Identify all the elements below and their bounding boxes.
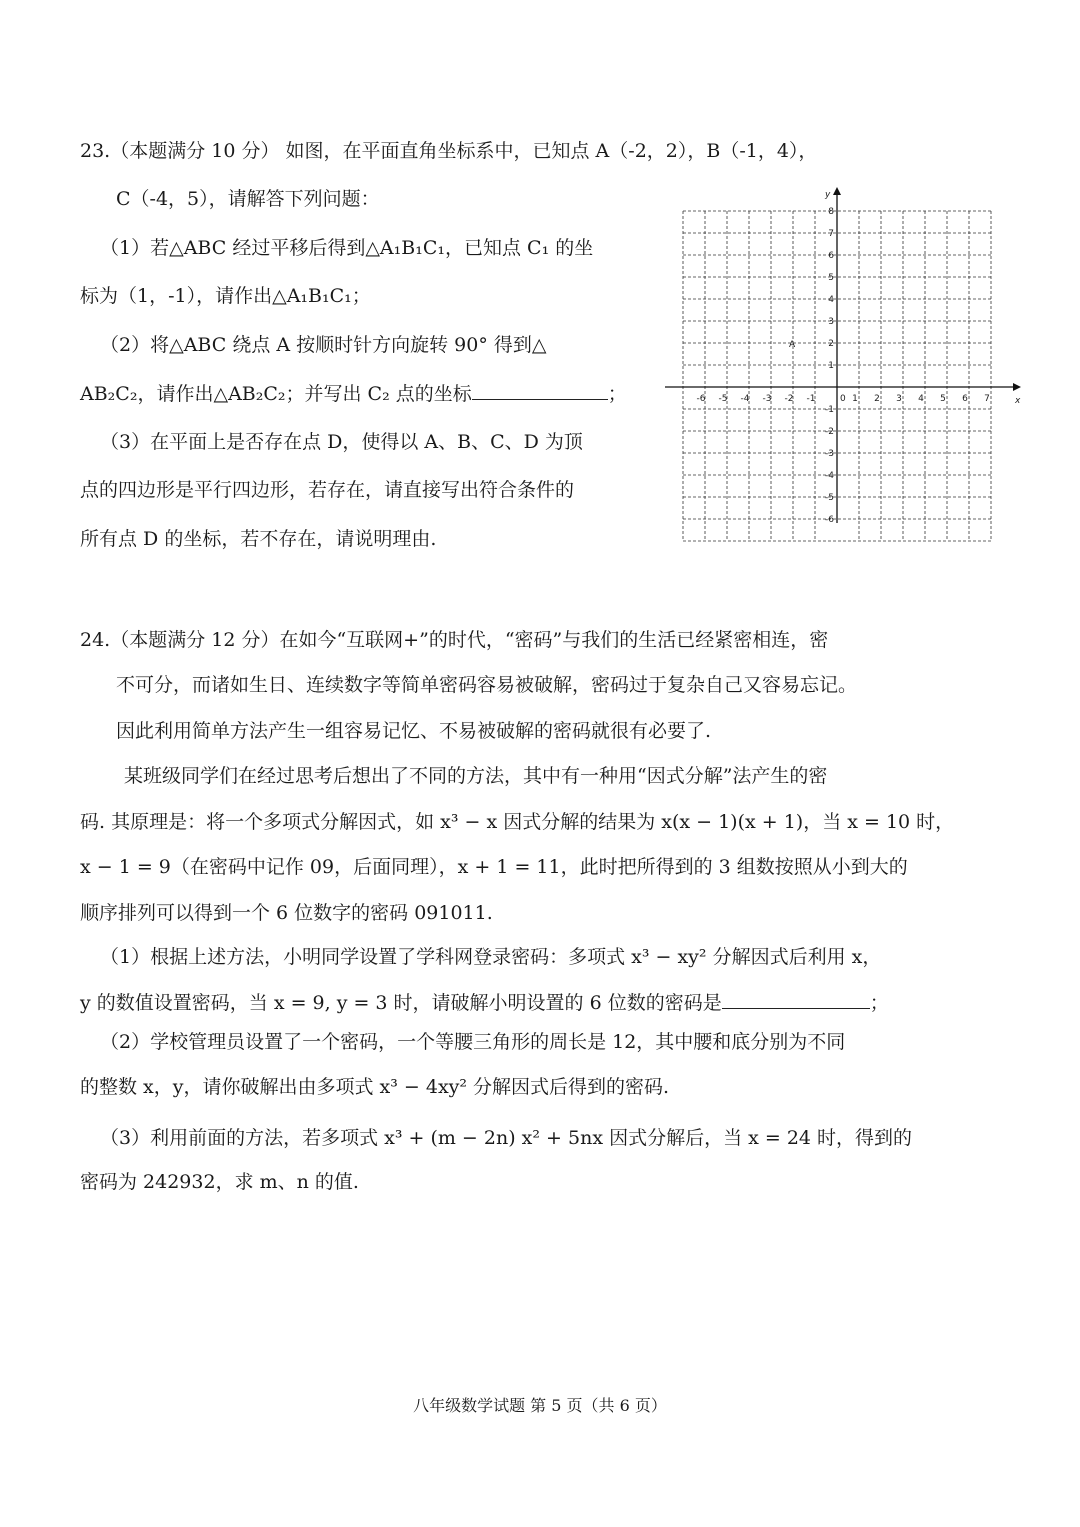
x-axis-arrow bbox=[1013, 383, 1021, 391]
x-tick-label: -5 bbox=[718, 394, 728, 404]
q24-line-10: （2）学校管理员设置了一个密码，一个等腰三角形的周长是 12，其中腰和底分别为不同 bbox=[100, 1031, 846, 1053]
y-tick-label: 4 bbox=[828, 295, 834, 305]
q24-line-12: （3）利用前面的方法，若多项式 x³ + (m − 2n) x² + 5nx 因式分解后，当 x = 24 时，得到的 bbox=[100, 1127, 913, 1149]
q24-line-3: 因此利用简单方法产生一组容易记忆、不易被破解的密码就很有必要了. bbox=[116, 720, 712, 742]
x-tick-label: 7 bbox=[984, 394, 990, 404]
x-tick-label: 3 bbox=[896, 394, 902, 404]
q24-line-1: 24.（本题满分 12 分）在如今“互联网+”的时代，“密码”与我们的生活已经紧密相连，密 bbox=[80, 629, 829, 651]
x-tick-label: -6 bbox=[696, 394, 706, 404]
q23-line-6-end: ； bbox=[607, 383, 627, 405]
q23-line-2: C（-4，5），请解答下列问题： bbox=[116, 188, 380, 210]
q24-line-9-end: ； bbox=[869, 992, 889, 1014]
y-tick-label: -1 bbox=[825, 405, 834, 415]
q24-line-9-text: y 的数值设置密码，当 x = 9, y = 3 时，请破解小明设置的 6 位数的密码是 bbox=[80, 992, 722, 1014]
x-tick-label: 5 bbox=[940, 394, 946, 404]
q23-line-7: （3）在平面上是否存在点 D，使得以 A、B、C、D 为顶 bbox=[100, 431, 583, 453]
q24-line-13: 密码为 242932，求 m、n 的值. bbox=[80, 1171, 359, 1193]
y-tick-label: -6 bbox=[825, 515, 834, 525]
x-tick-label: -4 bbox=[740, 394, 750, 404]
q24-line-6: x − 1 = 9（在密码中记作 09，后面同理），x + 1 = 11，此时把所得到的 3 组数按照从小到大的 bbox=[80, 856, 908, 878]
x-tick-label: -2 bbox=[784, 394, 794, 404]
q23-line-8: 点的四边形是平行四边形，若存在，请直接写出符合条件的 bbox=[80, 479, 575, 501]
q23-line-3: （1）若△ABC 经过平移后得到△A₁B₁C₁，已知点 C₁ 的坐 bbox=[100, 237, 594, 259]
q24-line-9 bbox=[80, 990, 889, 1015]
y-tick-label: 8 bbox=[828, 207, 834, 217]
q23-line-4: 标为（1，-1），请作出△A₁B₁C₁； bbox=[80, 285, 371, 307]
x-tick-label: 4 bbox=[918, 394, 924, 404]
y-axis-label: y bbox=[825, 190, 831, 200]
q24-line-5: 码. 其原理是：将一个多项式分解因式，如 x³ − x 因式分解的结果为 x(x − 1)(x + 1)，当 x = 10 时， bbox=[80, 811, 955, 833]
x-tick-label: 1 bbox=[852, 394, 858, 404]
y-tick-label: 7 bbox=[828, 229, 834, 239]
x-tick-label: -3 bbox=[762, 394, 772, 404]
x-tick-label: 6 bbox=[962, 394, 968, 404]
x-tick-label: -1 bbox=[806, 394, 816, 404]
q24-line-8: （1）根据上述方法，小明同学设置了学科网登录密码：多项式 x³ − xy² 分解因式后利用 x， bbox=[100, 946, 882, 968]
point-a-label: A bbox=[789, 340, 796, 350]
q23-line-5: （2）将△ABC 绕点 A 按顺时针方向旋转 90° 得到△ bbox=[100, 334, 547, 356]
axes bbox=[665, 187, 1021, 523]
q24-line-7: 顺序排列可以得到一个 6 位数字的密码 091011. bbox=[80, 902, 493, 924]
y-tick-label: 2 bbox=[828, 339, 834, 349]
page-footer: 八年级数学试题 第 5 页（共 6 页） bbox=[413, 1396, 667, 1415]
q24-line-2: 不可分，而诸如生日、连续数字等简单密码容易被破解，密码过于复杂自己又容易忘记。 bbox=[116, 674, 858, 696]
q23-line-6 bbox=[80, 381, 627, 406]
q24-line-4: 某班级同学们在经过思考后想出了不同的方法，其中有一种用“因式分解”法产生的密 bbox=[124, 765, 828, 787]
y-tick-label: -5 bbox=[825, 493, 834, 503]
y-tick-label: 3 bbox=[828, 317, 834, 327]
x-tick-label: 2 bbox=[874, 394, 880, 404]
q24-line-11: 的整数 x，y，请你破解出由多项式 x³ − 4xy² 分解因式后得到的密码. bbox=[80, 1076, 670, 1098]
y-tick-label: -2 bbox=[825, 427, 834, 437]
q23-line-6-text: AB₂C₂，请作出△AB₂C₂；并写出 C₂ 点的坐标 bbox=[80, 383, 472, 405]
y-axis-arrow bbox=[833, 187, 841, 195]
q23-line-1: 23.（本题满分 10 分） 如图，在平面直角坐标系中，已知点 A（-2，2），B（-1，4）， bbox=[80, 140, 818, 162]
y-tick-label: -4 bbox=[825, 471, 834, 481]
x-axis-label: x bbox=[1015, 396, 1021, 406]
y-tick-label: 1 bbox=[828, 361, 834, 371]
y-tick-label: -3 bbox=[825, 449, 834, 459]
coordinate-grid bbox=[658, 186, 1023, 571]
y-tick-label: 6 bbox=[828, 251, 834, 261]
q23-line-9: 所有点 D 的坐标，若不存在，请说明理由. bbox=[80, 528, 437, 550]
answer-blank-password[interactable] bbox=[722, 990, 870, 1009]
y-tick-label: 5 bbox=[828, 273, 834, 283]
answer-blank-c2[interactable] bbox=[472, 381, 608, 400]
origin-label: 0 bbox=[840, 394, 846, 404]
